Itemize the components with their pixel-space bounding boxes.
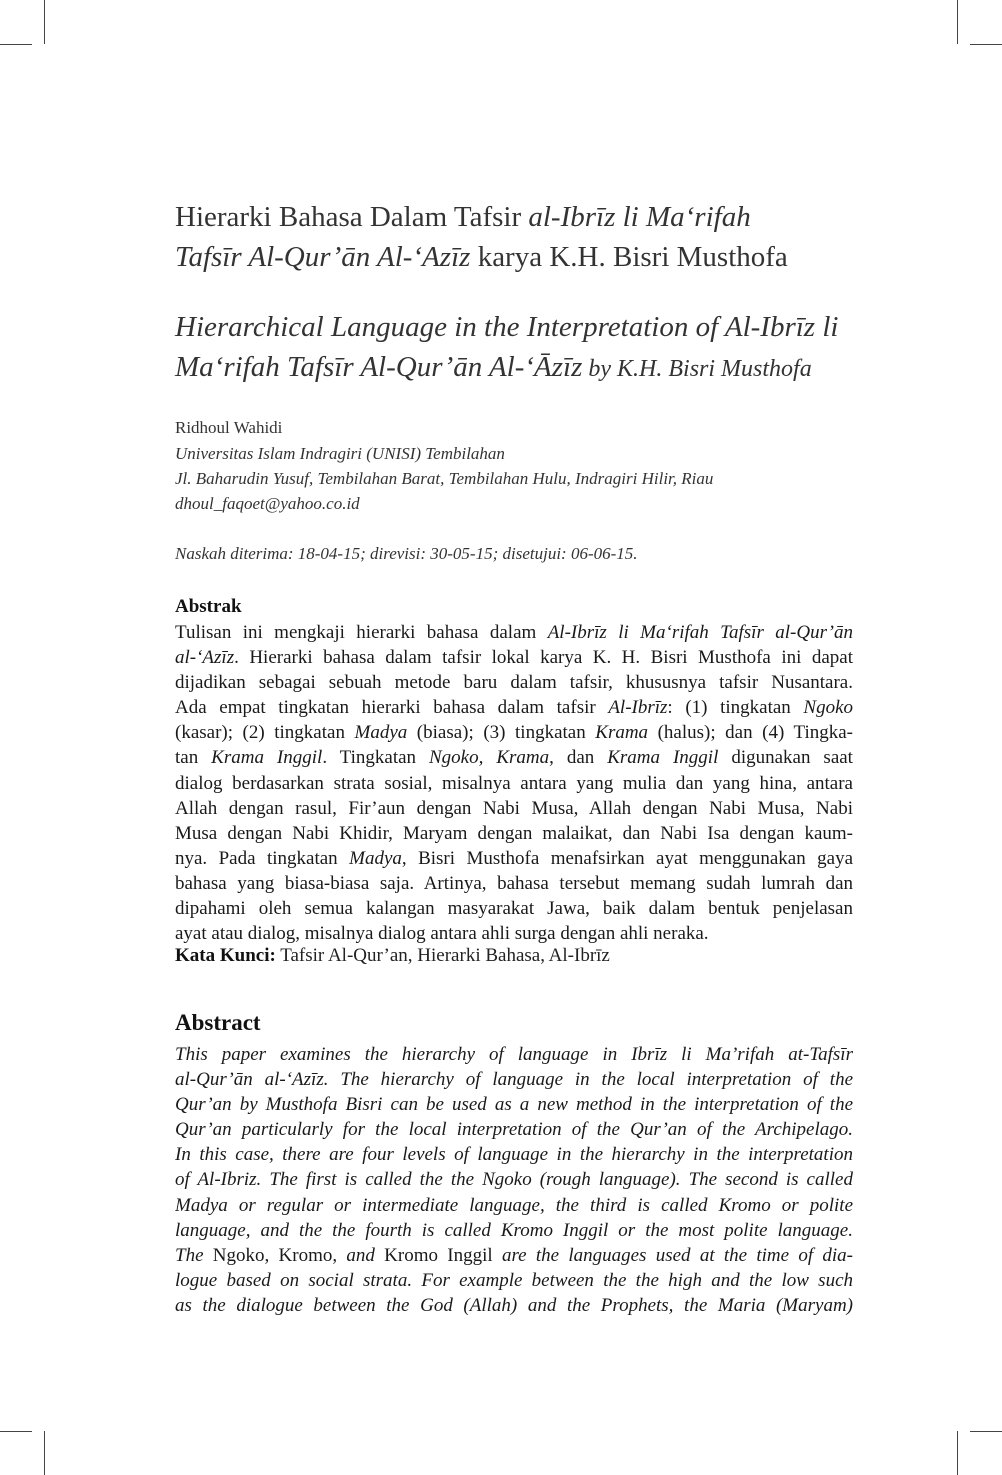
text-line: Allah dengan rasul, Fir’aun dengan Nabi Musa, Allah dengan Nabi Musa, Nabi: [175, 797, 853, 819]
text-line: Qur’an particularly for the local interpretation of the Qur’an of the Archipelago.: [175, 1119, 853, 1141]
author-email: dhoul_faqoet@yahoo.co.id: [175, 494, 360, 513]
abstrak-body: [175, 620, 853, 946]
abstrak-heading: Abstrak: [175, 596, 242, 617]
text-line: language, and the the fourth is called Kromo Inggil or the most polite language.: [175, 1219, 853, 1241]
author-address: Jl. Baharudin Yusuf, Tembilahan Barat, Tembilahan Hulu, Indragiri Hilir, Riau: [175, 469, 714, 488]
text-line: Tulisan ini mengkaji hierarki bahasa dalam Al-Ibrīz li Ma‘rifah Tafsīr al-Qur’ān: [175, 622, 853, 643]
crop-mark: [970, 1431, 1002, 1432]
keywords-label: Kata Kunci:: [175, 945, 276, 966]
text-line: bahasa yang biasa-biasa saja. Artinya, bahasa tersebut memang sudah lumrah dan: [175, 872, 853, 894]
title-id-line2-italic: Tafsīr Al-Qur’ān Al-‘Azīz: [175, 241, 471, 273]
manuscript-dates: Naskah diterima: 18-04-15; direvisi: 30-05-15; disetujui: 06-06-15.: [175, 544, 638, 563]
text-line: ayat atau dialog, misalnya dialog antara ahli surga dengan ahli neraka.: [175, 923, 709, 945]
author-institution: Universitas Islam Indragiri (UNISI) Tembilahan: [175, 444, 505, 463]
text-line: dipahami oleh semua kalangan masyarakat Jawa, baik dalam bentuk penjelasan: [175, 898, 853, 920]
title-id-line1-italic: al-Ibrīz li Ma‘rifah: [528, 201, 751, 233]
text-line: as the dialogue between the God (Allah) and the Prophets, the Maria (Maryam): [175, 1294, 853, 1316]
title-id-line1-plain: Hierarki Bahasa Dalam Tafsir: [175, 201, 529, 233]
text-line: In this case, there are four levels of language in the hierarchy in the interpretation: [175, 1144, 853, 1166]
crop-mark: [0, 1431, 32, 1432]
text-line: Musa dengan Nabi Khidir, Maryam dengan malaikat, dan Nabi Isa dengan kaum-: [175, 822, 853, 844]
abstract-body: [175, 1042, 853, 1318]
text-line: dijadikan sebagai sebuah metode baru dalam tafsir, khususnya tafsir Nusantara.: [175, 672, 853, 694]
crop-mark: [44, 0, 45, 44]
text-line: The Ngoko, Kromo, and Kromo Inggil are the languages used at the time of dia-: [175, 1244, 853, 1266]
author-name: Ridhoul Wahidi: [175, 418, 283, 437]
title-en-line2-italic: Ma‘rifah Tafsīr Al-Qur’ān Al-‘Āzīz: [175, 351, 583, 383]
text-line: al-‘Azīz. Hierarki bahasa dalam tafsir lokal karya K. H. Bisri Musthofa ini dapat: [175, 647, 853, 669]
abstract-heading: Abstract: [175, 1010, 261, 1035]
keywords-text: Tafsir Al-Qur’an, Hierarki Bahasa, Al-Ibrīz: [275, 945, 610, 966]
text-line: logue based on social strata. For example between the the high and the low such: [175, 1269, 853, 1291]
crop-mark: [44, 1431, 45, 1475]
text-line: al-Qur’ān al-‘Azīz. The hierarchy of language in the local interpretation of the: [175, 1069, 853, 1091]
title-english: [175, 307, 838, 389]
crop-mark: [957, 1431, 958, 1475]
title-en-line1: Hierarchical Language in the Interpretation of Al-Ibrīz li: [175, 311, 839, 343]
text-line: This paper examines the hierarchy of language in Ibrīz li Ma’rifah at-Tafsīr: [175, 1044, 853, 1065]
text-line: nya. Pada tingkatan Madya, Bisri Musthofa menafsirkan ayat menggunakan gaya: [175, 847, 853, 869]
keywords: [175, 943, 610, 968]
title-id-line2-plain: karya K.H. Bisri Musthofa: [470, 241, 788, 273]
crop-mark: [957, 0, 958, 44]
crop-mark: [0, 44, 32, 45]
text-line: Madya or regular or intermediate language, the third is called Kromo or polite: [175, 1194, 853, 1216]
text-line: tan Krama Inggil. Tingkatan Ngoko, Krama, dan Krama Inggil digunakan saat: [175, 747, 853, 769]
text-line: (kasar); (2) tingkatan Madya (biasa); (3) tingkatan Krama (halus); dan (4) Tingka-: [175, 722, 853, 744]
text-line: of Al-Ibriz. The first is called the the Ngoko (rough language). The second is called: [175, 1169, 853, 1191]
title-indonesian: [175, 197, 788, 277]
text-line: Ada empat tingkatan hierarki bahasa dalam tafsir Al-Ibrīz: (1) tingkatan Ngoko: [175, 697, 853, 719]
text-line: dialog berdasarkan strata sosial, misalnya antara yang mulia dan yang hina, antara: [175, 772, 853, 794]
title-en-line2-rest: by K.H. Bisri Musthofa: [582, 356, 812, 382]
crop-mark: [970, 44, 1002, 45]
text-line: Qur’an by Musthofa Bisri can be used as a new method in the interpretation of the: [175, 1094, 853, 1116]
